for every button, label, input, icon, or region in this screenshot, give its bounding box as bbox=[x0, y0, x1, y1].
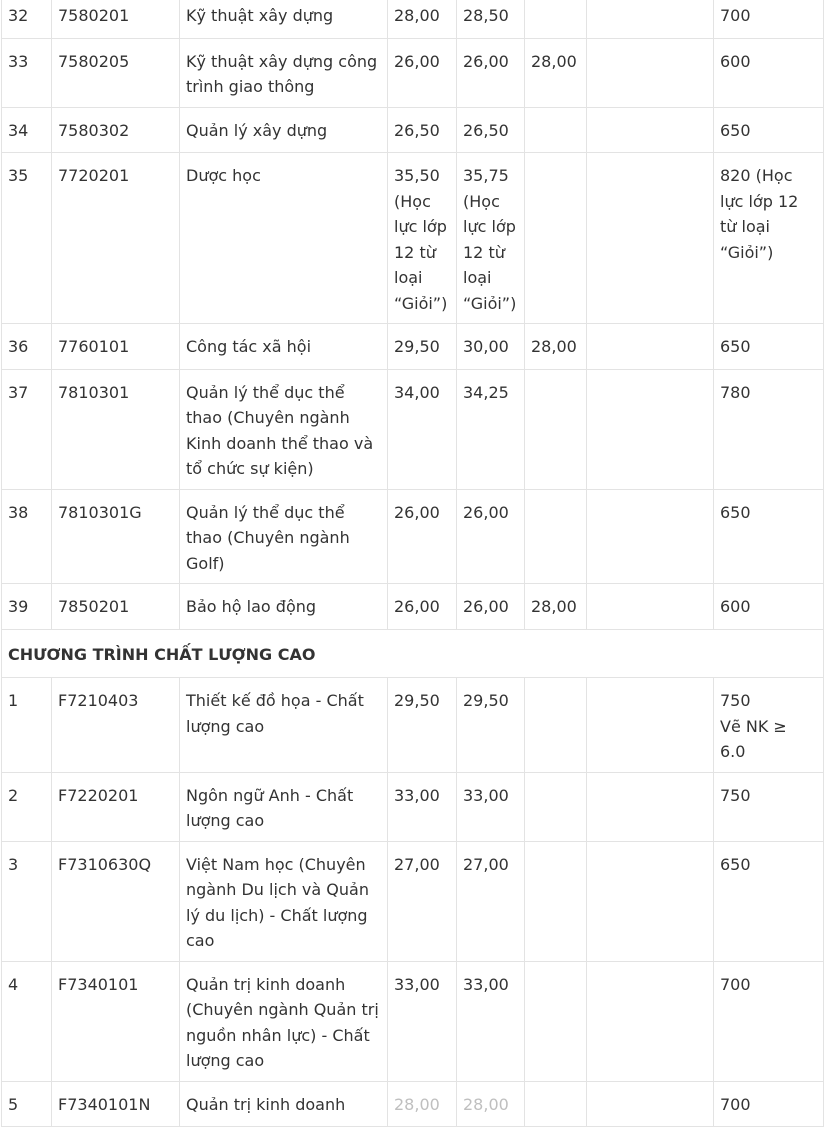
major-name-cell: Thiết kế đồ họa - Chất lượng cao bbox=[180, 678, 388, 773]
stt-cell: 3 bbox=[2, 841, 52, 961]
score-cell-3: 28,00 bbox=[525, 324, 587, 370]
score-cell-3 bbox=[525, 961, 587, 1081]
major-name-cell: Kỹ thuật xây dựng bbox=[180, 0, 388, 38]
code-cell: 7850201 bbox=[52, 584, 180, 630]
code-cell: 7580201 bbox=[52, 0, 180, 38]
code-cell: 7580205 bbox=[52, 38, 180, 107]
stt-cell: 39 bbox=[2, 584, 52, 630]
table-row bbox=[2, 961, 824, 1081]
admission-score-table bbox=[1, 0, 824, 1127]
stt-cell: 35 bbox=[2, 153, 52, 324]
score-cell-4 bbox=[587, 153, 714, 324]
score-cell-3 bbox=[525, 153, 587, 324]
code-cell: 7720201 bbox=[52, 153, 180, 324]
stt-cell: 34 bbox=[2, 107, 52, 153]
major-name-cell: Quản lý thể dục thể thao (Chuyên ngành Golf) bbox=[180, 489, 388, 584]
section-row bbox=[2, 629, 824, 678]
score-cell-1: 33,00 bbox=[388, 961, 457, 1081]
score-cell-2: 30,00 bbox=[457, 324, 525, 370]
score-cell-5: 700 bbox=[714, 1081, 824, 1127]
major-name-cell: Dược học bbox=[180, 153, 388, 324]
major-name-cell: Kỹ thuật xây dựng công trình giao thông bbox=[180, 38, 388, 107]
score-cell-5: 600 bbox=[714, 38, 824, 107]
stt-cell: 38 bbox=[2, 489, 52, 584]
major-name-cell: Quản lý xây dựng bbox=[180, 107, 388, 153]
score-cell-3: 28,00 bbox=[525, 584, 587, 630]
score-cell-5: 650 bbox=[714, 107, 824, 153]
score-cell-4 bbox=[587, 107, 714, 153]
score-cell-2: 26,50 bbox=[457, 107, 525, 153]
score-cell-1: 27,00 bbox=[388, 841, 457, 961]
score-cell-5: 820 (Học lực lớp 12 từ loại “Giỏi”) bbox=[714, 153, 824, 324]
stt-cell: 37 bbox=[2, 369, 52, 489]
score-cell-2: 33,00 bbox=[457, 772, 525, 841]
score-cell-2: 26,00 bbox=[457, 38, 525, 107]
score-cell-2: 28,00 bbox=[457, 1081, 525, 1127]
score-cell-3: 28,00 bbox=[525, 38, 587, 107]
table-row bbox=[2, 584, 824, 630]
code-cell: F7340101N bbox=[52, 1081, 180, 1127]
code-cell: 7580302 bbox=[52, 107, 180, 153]
score-cell-1: 26,50 bbox=[388, 107, 457, 153]
code-cell: F7340101 bbox=[52, 961, 180, 1081]
score-cell-5: 650 bbox=[714, 324, 824, 370]
score-cell-5: 750 bbox=[714, 772, 824, 841]
stt-cell: 4 bbox=[2, 961, 52, 1081]
code-cell: 7810301 bbox=[52, 369, 180, 489]
code-cell: 7760101 bbox=[52, 324, 180, 370]
code-cell: 7810301G bbox=[52, 489, 180, 584]
stt-cell: 33 bbox=[2, 38, 52, 107]
score-cell-4 bbox=[587, 584, 714, 630]
score-cell-3 bbox=[525, 107, 587, 153]
score-cell-2: 28,50 bbox=[457, 0, 525, 38]
score-cell-2: 35,75 (Học lực lớp 12 từ loại “Giỏi”) bbox=[457, 153, 525, 324]
score-cell-1: 29,50 bbox=[388, 324, 457, 370]
stt-cell: 36 bbox=[2, 324, 52, 370]
score-cell-2: 33,00 bbox=[457, 961, 525, 1081]
score-note: Vẽ NK ≥ 6.0 bbox=[720, 716, 787, 761]
code-cell: F7220201 bbox=[52, 772, 180, 841]
score-cell-4 bbox=[587, 489, 714, 584]
score-cell-3 bbox=[525, 1081, 587, 1127]
score-cell-1: 34,00 bbox=[388, 369, 457, 489]
score-cell-3 bbox=[525, 489, 587, 584]
major-name-cell: Quản lý thể dục thể thao (Chuyên ngành Kinh doanh thể thao và tổ chức sự kiện) bbox=[180, 369, 388, 489]
major-name-cell: Ngôn ngữ Anh - Chất lượng cao bbox=[180, 772, 388, 841]
table-row bbox=[2, 489, 824, 584]
table-row bbox=[2, 324, 824, 370]
major-name-cell: Quản trị kinh doanh bbox=[180, 1081, 388, 1127]
score-cell-5: 650 bbox=[714, 841, 824, 961]
score-cell-1: 26,00 bbox=[388, 38, 457, 107]
major-name-cell: Bảo hộ lao động bbox=[180, 584, 388, 630]
score-value: 750 bbox=[720, 691, 751, 710]
score-cell-1: 26,00 bbox=[388, 584, 457, 630]
score-cell-4 bbox=[587, 961, 714, 1081]
table-row bbox=[2, 153, 824, 324]
stt-cell: 32 bbox=[2, 0, 52, 38]
table-row bbox=[2, 369, 824, 489]
score-cell-3 bbox=[525, 841, 587, 961]
stt-cell: 1 bbox=[2, 678, 52, 773]
score-cell-2: 34,25 bbox=[457, 369, 525, 489]
score-cell-1: 29,50 bbox=[388, 678, 457, 773]
score-cell-5: 780 bbox=[714, 369, 824, 489]
score-cell-2: 29,50 bbox=[457, 678, 525, 773]
table-row bbox=[2, 841, 824, 961]
score-cell-4 bbox=[587, 1081, 714, 1127]
code-cell: F7310630Q bbox=[52, 841, 180, 961]
score-cell-1: 28,00 bbox=[388, 1081, 457, 1127]
code-cell: F7210403 bbox=[52, 678, 180, 773]
major-name-cell: Việt Nam học (Chuyên ngành Du lịch và Quản lý du lịch) - Chất lượng cao bbox=[180, 841, 388, 961]
score-cell-1: 26,00 bbox=[388, 489, 457, 584]
score-cell-4 bbox=[587, 0, 714, 38]
score-cell-5: 700 bbox=[714, 0, 824, 38]
section-heading: CHƯƠNG TRÌNH CHẤT LƯỢNG CAO bbox=[2, 629, 824, 678]
score-cell-2: 26,00 bbox=[457, 489, 525, 584]
score-cell-1: 33,00 bbox=[388, 772, 457, 841]
score-cell-3 bbox=[525, 678, 587, 773]
table-row bbox=[2, 772, 824, 841]
score-cell-5: 650 bbox=[714, 489, 824, 584]
table-row bbox=[2, 678, 824, 773]
score-cell-1: 35,50 (Học lực lớp 12 từ loại “Giỏi”) bbox=[388, 153, 457, 324]
score-cell-3 bbox=[525, 772, 587, 841]
score-cell-5: 700 bbox=[714, 961, 824, 1081]
table-row bbox=[2, 107, 824, 153]
stt-cell: 5 bbox=[2, 1081, 52, 1127]
score-cell-4 bbox=[587, 38, 714, 107]
table-row bbox=[2, 0, 824, 38]
score-cell-4 bbox=[587, 772, 714, 841]
major-name-cell: Công tác xã hội bbox=[180, 324, 388, 370]
major-name-cell: Quản trị kinh doanh (Chuyên ngành Quản trị nguồn nhân lực) - Chất lượng cao bbox=[180, 961, 388, 1081]
score-cell-5 bbox=[714, 678, 824, 773]
table-row bbox=[2, 38, 824, 107]
score-cell-1: 28,00 bbox=[388, 0, 457, 38]
score-cell-4 bbox=[587, 369, 714, 489]
score-cell-3 bbox=[525, 369, 587, 489]
table-row bbox=[2, 1081, 824, 1127]
stt-cell: 2 bbox=[2, 772, 52, 841]
score-cell-4 bbox=[587, 841, 714, 961]
score-cell-2: 26,00 bbox=[457, 584, 525, 630]
score-cell-2: 27,00 bbox=[457, 841, 525, 961]
score-cell-3 bbox=[525, 0, 587, 38]
score-cell-4 bbox=[587, 324, 714, 370]
score-cell-4 bbox=[587, 678, 714, 773]
score-cell-5: 600 bbox=[714, 584, 824, 630]
